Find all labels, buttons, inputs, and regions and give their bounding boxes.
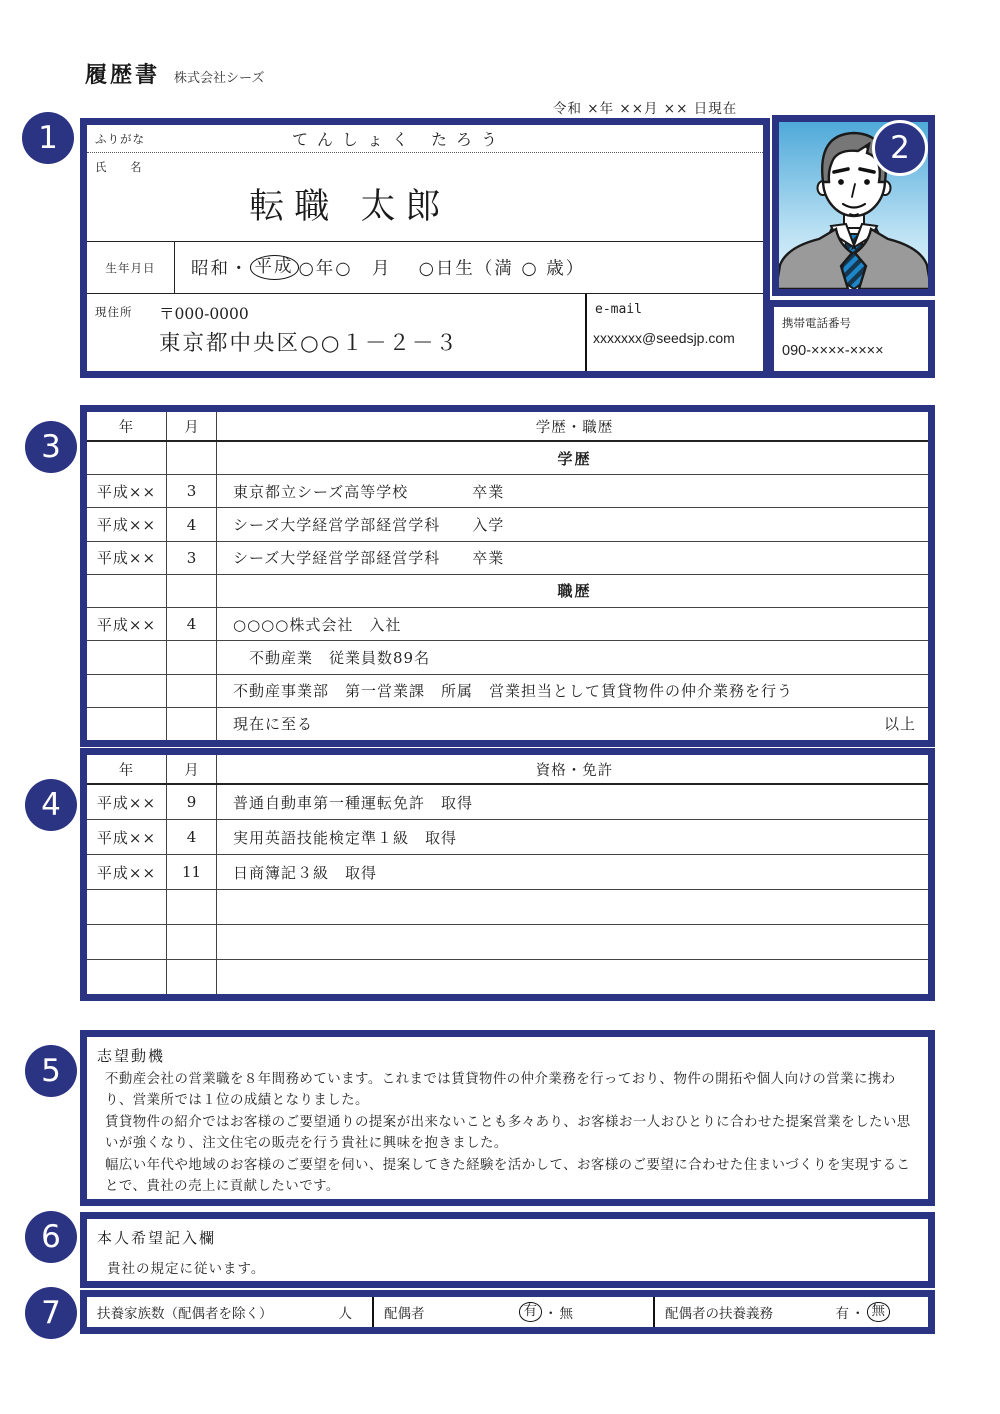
spouse-support-cell: 配偶者の扶養義務 有 ・ 無: [655, 1297, 928, 1327]
support-label: 配偶者の扶養義務: [665, 1306, 773, 1322]
table-row: 平成×× 11 日商簿記３級 取得: [87, 855, 928, 890]
spouse-no: 無: [559, 1306, 573, 1322]
education-work-history-table: [80, 405, 935, 747]
email-cell: [585, 294, 763, 371]
support-no-circled: 無: [867, 1302, 891, 1322]
col-month: 月: [167, 412, 217, 440]
motivation-title: 志望動機: [97, 1047, 166, 1065]
table-row: 平成×× 4 ○○○○株式会社 入社: [87, 608, 928, 641]
birthdate-label: 生年月日: [105, 260, 156, 275]
postal-code: 〒000-0000: [159, 305, 249, 323]
birthdate-row: [87, 241, 763, 293]
col-month: 月: [167, 755, 217, 783]
table-row: 学歴: [87, 442, 928, 475]
table-row: 職歴: [87, 575, 928, 608]
motivation-paragraph: 不動産会社の営業職を８年間務めています。これまでは賃貸物件の仲介業務を行っており、物件の開拓や個人向けの営業に携わり、営業所では１位の成績となりました。: [105, 1072, 896, 1109]
name-label: 氏 名: [95, 160, 148, 174]
era-separator: ・: [230, 259, 250, 279]
col-year: 年: [87, 412, 167, 440]
motivation-block: [80, 1030, 935, 1206]
spouse-cell: 配偶者 有 ・ 無: [374, 1297, 655, 1327]
badge-3: 3: [25, 421, 77, 473]
badge-2: 2: [872, 120, 928, 176]
company-name: 株式会社シーズ: [174, 71, 265, 86]
era-showa: 昭和: [191, 259, 230, 279]
motivation-paragraph: 賃貸物件の紹介ではお客様のご要望通りの提案が出来ないことも多々あり、お客様お一人おひとりに合わせた提案営業をしたい思いが強くなり、注文住宅の販売を行う貴社に興味を抱きました。: [105, 1114, 911, 1152]
family-block: [80, 1290, 935, 1334]
dependents-label: 扶養家族数（配偶者を除く）: [97, 1306, 273, 1322]
furigana-label: ふりがな: [95, 131, 145, 146]
badge-5: 5: [25, 1045, 77, 1097]
email-value: xxxxxxx@seedsjp.com: [593, 330, 735, 346]
badge-6: 6: [25, 1211, 77, 1263]
badge-7: 7: [25, 1287, 77, 1339]
qualifications-header-row: [87, 755, 928, 785]
table-row: 不動産事業部 第一営業課 所属 営業担当として賃貸物件の仲介業務を行う: [87, 675, 928, 708]
address-row: [87, 293, 763, 371]
history-header-row: [87, 412, 928, 442]
table-row: 不動産業 従業員数89名: [87, 641, 928, 674]
motivation-body: [105, 1069, 914, 1198]
table-row: 平成×× 3 東京都立シーズ高等学校 卒業: [87, 475, 928, 508]
name-row: [87, 153, 763, 241]
email-label: e-mail: [595, 302, 642, 317]
address-cell: [87, 294, 585, 371]
motivation-paragraph: 幅広い年代や地域のお客様のご要望を伺い、提案してきた経験を活かして、お客様のご要望に合わせた住まいづくりを実現することで、貴社の売上に貢献したいです。: [105, 1157, 911, 1195]
table-row: 平成×× 9 普通自動車第一種運転免許 取得: [87, 785, 928, 820]
spouse-yes-circled: 有: [519, 1302, 543, 1322]
wishes-block: [80, 1212, 935, 1288]
address-label: 現住所: [95, 305, 133, 319]
table-row: 平成×× 4 実用英語技能検定準１級 取得: [87, 820, 928, 855]
badge-4: 4: [25, 779, 77, 831]
era-heisei-circled: 平成: [250, 255, 299, 280]
support-yes: 有: [835, 1306, 849, 1322]
ijou-note: 以上: [883, 715, 916, 734]
col-title: 学歴・職歴: [535, 419, 614, 436]
col-year: 年: [87, 755, 167, 783]
wishes-title: 本人希望記入欄: [97, 1229, 217, 1247]
page-title: 履歴書: [85, 62, 161, 88]
table-row: [87, 960, 928, 994]
phone-value: 090-××××-××××: [782, 343, 884, 359]
table-row: 平成×× 4 シーズ大学経営学部経営学科 入学: [87, 508, 928, 541]
dependents-cell: [87, 1297, 374, 1327]
name-value: 転職 太郎: [249, 187, 451, 227]
birthdate-value: [175, 242, 763, 293]
phone-cell: [767, 300, 935, 378]
birthdate-rest: ○年○ 月 ○日生（満 ○ 歳）: [298, 259, 586, 279]
page-header: [85, 58, 264, 89]
table-row: [87, 925, 928, 960]
col-title: 資格・免許: [535, 762, 614, 779]
wishes-body: 貴社の規定に従います。: [107, 1261, 266, 1277]
table-row: [87, 890, 928, 925]
personal-info-block: [80, 118, 770, 378]
address-value: 東京都中央区○○１－２－３: [159, 331, 460, 356]
dependents-unit: 人: [338, 1306, 352, 1322]
qualifications-table: [80, 748, 935, 1001]
table-row: 平成×× 3 シーズ大学経営学部経営学科 卒業: [87, 542, 928, 575]
badge-1: 1: [22, 112, 74, 164]
phone-label: 携帯電話番号: [782, 316, 851, 330]
date-line: 令和 ×年 ××月 ×× 日現在: [553, 101, 738, 117]
table-row: 現在に至る 以上: [87, 708, 928, 740]
furigana-row: [87, 125, 763, 153]
furigana-value: てんしょく たろう: [291, 130, 507, 149]
spouse-label: 配偶者: [384, 1306, 425, 1322]
